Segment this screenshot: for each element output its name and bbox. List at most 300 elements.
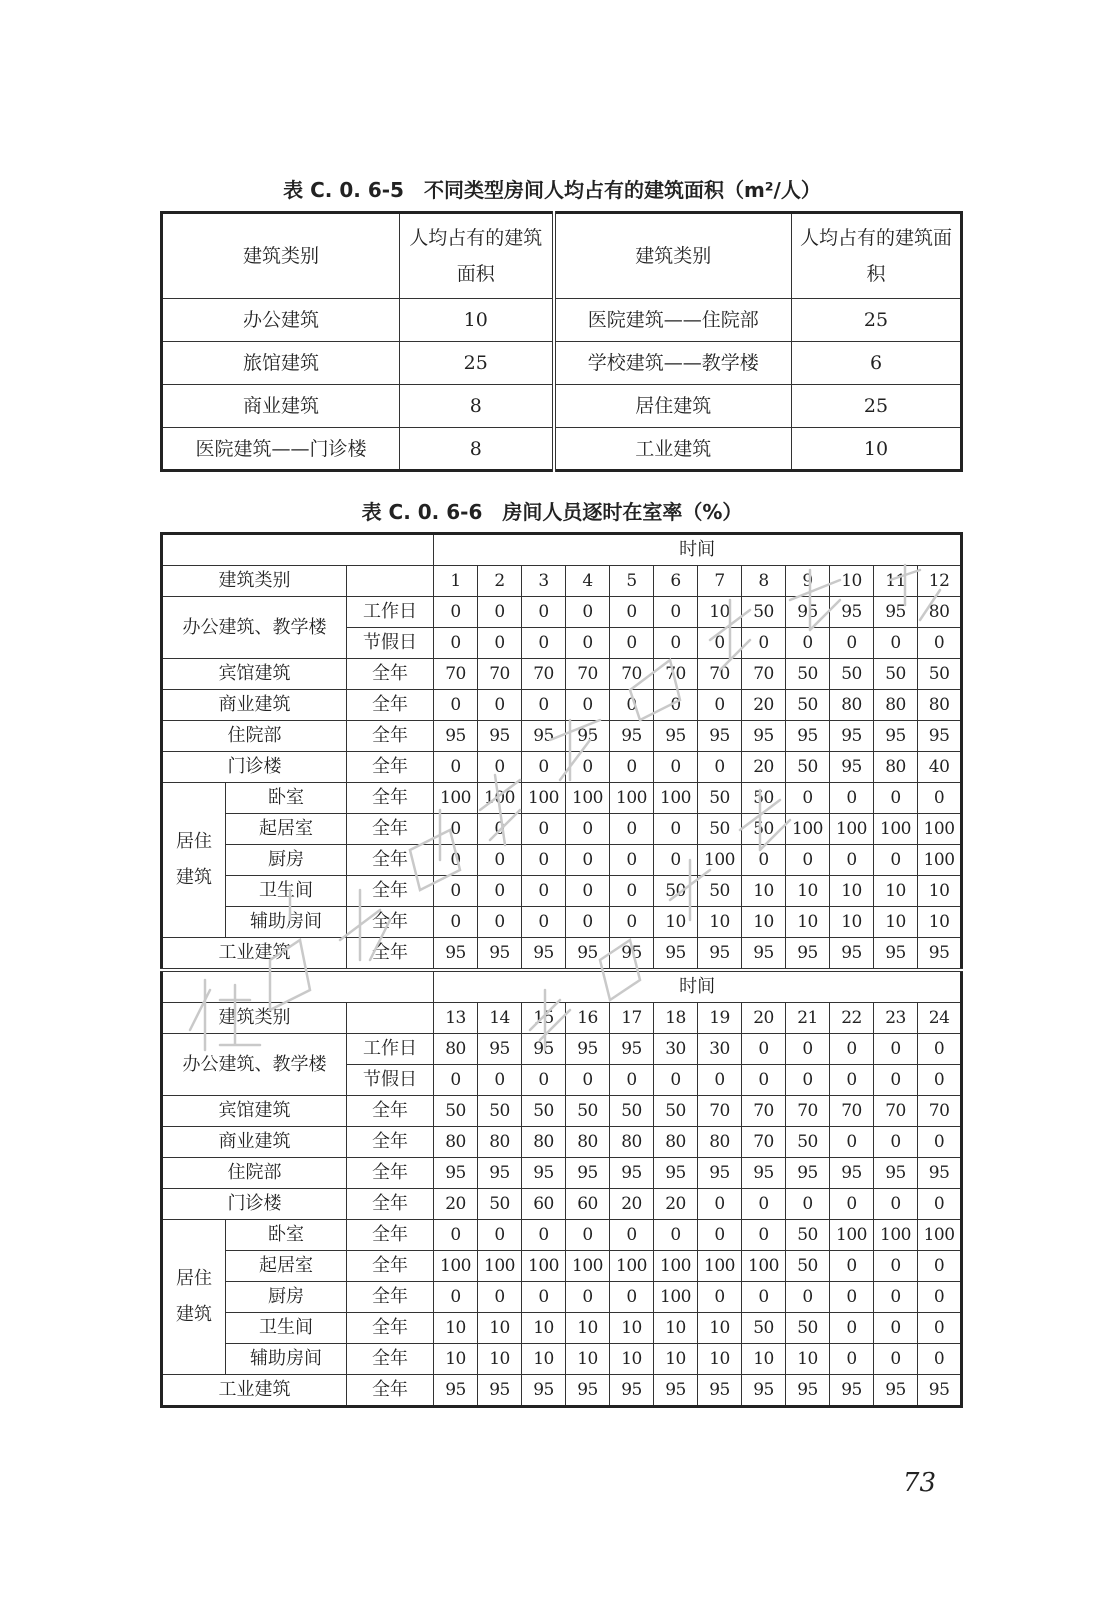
- rate-value: 0: [742, 845, 786, 876]
- rate-value: 0: [786, 845, 830, 876]
- table-row: [162, 907, 962, 938]
- rate-value: 0: [654, 1220, 698, 1251]
- rate-value: 10: [830, 876, 874, 907]
- rate-value: 80: [874, 752, 918, 783]
- rate-value: 80: [654, 1127, 698, 1158]
- rate-value: 80: [522, 1127, 566, 1158]
- rate-value: 50: [786, 1251, 830, 1282]
- rate-value: 0: [786, 783, 830, 814]
- table-row: [162, 1158, 962, 1189]
- hour-header: 11: [874, 566, 918, 597]
- rate-value: 95: [434, 938, 478, 971]
- table-row: [162, 690, 962, 721]
- rate-value: 0: [478, 814, 522, 845]
- hour-header: 14: [478, 1003, 522, 1034]
- rate-value: 20: [742, 752, 786, 783]
- rate-value: 40: [918, 752, 962, 783]
- rate-value: 0: [654, 1065, 698, 1096]
- hour-header: 17: [610, 1003, 654, 1034]
- rate-value: 95: [522, 721, 566, 752]
- rate-value: 50: [654, 876, 698, 907]
- rate-value: 0: [918, 1251, 962, 1282]
- rate-value: 0: [522, 752, 566, 783]
- rate-value: 50: [742, 1313, 786, 1344]
- rate-value: 100: [874, 814, 918, 845]
- rate-value: 50: [786, 752, 830, 783]
- rate-value: 50: [698, 783, 742, 814]
- category-office: 办公建筑、教学楼: [162, 1034, 347, 1096]
- rate-value: 20: [434, 1189, 478, 1220]
- cell-category: 旅馆建筑: [162, 342, 400, 385]
- rate-value: 70: [742, 1096, 786, 1127]
- category-office: 办公建筑、教学楼: [162, 597, 347, 659]
- hour-header: 6: [654, 566, 698, 597]
- rate-value: 50: [610, 1096, 654, 1127]
- rate-value: 10: [654, 1344, 698, 1375]
- rate-value: 0: [786, 1282, 830, 1313]
- rate-value: 0: [434, 628, 478, 659]
- rate-value: 0: [654, 597, 698, 628]
- rate-value: 0: [786, 1034, 830, 1065]
- rate-value: 0: [478, 845, 522, 876]
- rate-value: 0: [434, 907, 478, 938]
- category-commercial: 商业建筑: [162, 1127, 347, 1158]
- time-header: 时间: [434, 534, 962, 566]
- table1-caption: 表 C. 0. 6-5 不同类型房间人均占有的建筑面积（m²/人）: [283, 178, 821, 202]
- rate-value: 10: [698, 1344, 742, 1375]
- rate-value: 70: [698, 659, 742, 690]
- rate-value: 0: [698, 1220, 742, 1251]
- rate-value: 10: [786, 1344, 830, 1375]
- rate-value: 0: [610, 1282, 654, 1313]
- rate-value: 0: [830, 1251, 874, 1282]
- blank-header: [162, 970, 434, 1003]
- header-category: 建筑类别: [554, 213, 792, 299]
- rate-value: 100: [434, 783, 478, 814]
- rate-value: 10: [786, 907, 830, 938]
- rate-value: 95: [610, 1034, 654, 1065]
- rate-value: 50: [478, 1189, 522, 1220]
- rate-value: 80: [874, 690, 918, 721]
- rate-value: 80: [830, 690, 874, 721]
- table-row: [162, 1220, 962, 1251]
- cell-value: 25: [400, 342, 554, 385]
- rate-value: 95: [786, 1158, 830, 1189]
- room-living: 起居室: [226, 814, 347, 845]
- table-row: [162, 1003, 962, 1034]
- rate-value: 0: [610, 876, 654, 907]
- rate-value: 95: [478, 1158, 522, 1189]
- rate-value: 10: [786, 876, 830, 907]
- hour-header: 5: [610, 566, 654, 597]
- category-industrial: 工业建筑: [162, 938, 347, 971]
- table-row: [162, 938, 962, 971]
- period-label: 全年: [347, 1189, 434, 1220]
- rate-value: 10: [698, 907, 742, 938]
- cell-value: 25: [792, 385, 962, 428]
- rate-value: 0: [566, 1282, 610, 1313]
- hour-header: 10: [830, 566, 874, 597]
- period-label: 全年: [347, 1375, 434, 1407]
- category-hotel: 宾馆建筑: [162, 659, 347, 690]
- rate-value: 70: [610, 659, 654, 690]
- table-row: [162, 1096, 962, 1127]
- table-row: [162, 1251, 962, 1282]
- rate-value: 95: [786, 721, 830, 752]
- rate-value: 95: [918, 1158, 962, 1189]
- rate-value: 100: [434, 1251, 478, 1282]
- rate-value: 80: [434, 1034, 478, 1065]
- table-row: [162, 299, 962, 342]
- rate-value: 0: [566, 845, 610, 876]
- rate-value: 0: [830, 628, 874, 659]
- rate-value: 100: [478, 783, 522, 814]
- rate-value: 50: [742, 783, 786, 814]
- occupancy-rate-table: [160, 532, 963, 1408]
- rate-value: 0: [478, 690, 522, 721]
- rate-value: 100: [830, 1220, 874, 1251]
- blank-header: [347, 566, 434, 597]
- rate-value: 70: [742, 659, 786, 690]
- rate-value: 100: [654, 783, 698, 814]
- cell-category: 医院建筑——住院部: [554, 299, 792, 342]
- rate-value: 0: [918, 1127, 962, 1158]
- rate-value: 10: [434, 1313, 478, 1344]
- period-label: 全年: [347, 721, 434, 752]
- rate-value: 50: [698, 814, 742, 845]
- category-header: 建筑类别: [162, 566, 347, 597]
- rate-value: 95: [434, 721, 478, 752]
- rate-value: 0: [830, 1313, 874, 1344]
- rate-value: 10: [478, 1344, 522, 1375]
- rate-value: 100: [742, 1251, 786, 1282]
- table-row: [162, 1344, 962, 1375]
- cell-value: 6: [792, 342, 962, 385]
- rate-value: 95: [830, 938, 874, 971]
- hour-header: 3: [522, 566, 566, 597]
- table-row: [162, 845, 962, 876]
- rate-value: 100: [830, 814, 874, 845]
- period-label: 全年: [347, 752, 434, 783]
- rate-value: 0: [434, 1282, 478, 1313]
- rate-value: 10: [610, 1344, 654, 1375]
- table-row: [162, 1034, 962, 1065]
- rate-value: 70: [654, 659, 698, 690]
- category-inpatient: 住院部: [162, 721, 347, 752]
- room-living: 起居室: [226, 1251, 347, 1282]
- rate-value: 95: [742, 938, 786, 971]
- time-header: 时间: [434, 970, 962, 1003]
- rate-value: 95: [918, 938, 962, 971]
- rate-value: 95: [566, 1158, 610, 1189]
- table-row: [162, 597, 962, 628]
- rate-value: 95: [522, 938, 566, 971]
- rate-value: 95: [698, 721, 742, 752]
- period-label: 全年: [347, 1282, 434, 1313]
- rate-value: 100: [874, 1220, 918, 1251]
- rate-value: 70: [874, 1096, 918, 1127]
- period-label: 全年: [347, 1313, 434, 1344]
- rate-value: 70: [478, 659, 522, 690]
- rate-value: 0: [830, 1189, 874, 1220]
- rate-value: 95: [786, 1375, 830, 1407]
- blank-header: [162, 534, 434, 566]
- rate-value: 95: [566, 1375, 610, 1407]
- rate-value: 80: [566, 1127, 610, 1158]
- rate-value: 50: [522, 1096, 566, 1127]
- rate-value: 10: [874, 876, 918, 907]
- rate-value: 50: [566, 1096, 610, 1127]
- rate-value: 80: [918, 690, 962, 721]
- rate-value: 95: [610, 1375, 654, 1407]
- rate-value: 0: [610, 628, 654, 659]
- rate-value: 95: [654, 1158, 698, 1189]
- rate-value: 100: [918, 814, 962, 845]
- rate-value: 70: [742, 1127, 786, 1158]
- rate-value: 0: [830, 1127, 874, 1158]
- hour-header: 24: [918, 1003, 962, 1034]
- rate-value: 50: [786, 659, 830, 690]
- category-hotel: 宾馆建筑: [162, 1096, 347, 1127]
- room-bedroom: 卧室: [226, 783, 347, 814]
- rate-value: 0: [874, 1282, 918, 1313]
- rate-value: 0: [478, 876, 522, 907]
- table-row: [162, 876, 962, 907]
- cell-category: 工业建筑: [554, 428, 792, 471]
- rate-value: 10: [654, 1313, 698, 1344]
- rate-value: 0: [918, 628, 962, 659]
- period-label: 全年: [347, 1251, 434, 1282]
- hour-header: 13: [434, 1003, 478, 1034]
- rate-value: 30: [698, 1034, 742, 1065]
- rate-value: 70: [434, 659, 478, 690]
- rate-value: 0: [434, 1065, 478, 1096]
- rate-value: 10: [522, 1313, 566, 1344]
- rate-value: 70: [522, 659, 566, 690]
- hour-header: 7: [698, 566, 742, 597]
- hour-header: 16: [566, 1003, 610, 1034]
- rate-value: 0: [566, 814, 610, 845]
- category-outpatient: 门诊楼: [162, 752, 347, 783]
- category-header: 建筑类别: [162, 1003, 347, 1034]
- table-row: [162, 534, 962, 566]
- rate-value: 50: [434, 1096, 478, 1127]
- rate-value: 95: [698, 1158, 742, 1189]
- period-label: 全年: [347, 907, 434, 938]
- table-row: [162, 659, 962, 690]
- rate-value: 50: [478, 1096, 522, 1127]
- room-bedroom: 卧室: [226, 1220, 347, 1251]
- rate-value: 95: [786, 597, 830, 628]
- rate-value: 0: [478, 1282, 522, 1313]
- category-inpatient: 住院部: [162, 1158, 347, 1189]
- rate-value: 0: [522, 876, 566, 907]
- rate-value: 0: [522, 907, 566, 938]
- rate-value: 0: [566, 690, 610, 721]
- period-label: 全年: [347, 938, 434, 971]
- period-label: 工作日: [347, 597, 434, 628]
- table-row: [162, 1189, 962, 1220]
- header-area: 人均占有的建筑面积: [792, 213, 962, 299]
- table-row: [162, 428, 962, 471]
- rate-value: 0: [918, 1344, 962, 1375]
- rate-value: 0: [918, 1189, 962, 1220]
- rate-value: 50: [830, 659, 874, 690]
- rate-value: 10: [522, 1344, 566, 1375]
- rate-value: 95: [742, 721, 786, 752]
- rate-value: 95: [478, 1375, 522, 1407]
- rate-value: 0: [786, 1065, 830, 1096]
- rate-value: 0: [786, 628, 830, 659]
- period-label: 全年: [347, 845, 434, 876]
- rate-value: 95: [478, 721, 522, 752]
- period-label: 全年: [347, 659, 434, 690]
- rate-value: 0: [918, 783, 962, 814]
- rate-value: 10: [918, 907, 962, 938]
- rate-value: 95: [830, 721, 874, 752]
- rate-value: 0: [874, 1189, 918, 1220]
- rate-value: 0: [566, 1065, 610, 1096]
- hour-header: 22: [830, 1003, 874, 1034]
- rate-value: 95: [742, 1158, 786, 1189]
- rate-value: 80: [918, 597, 962, 628]
- rate-value: 0: [522, 1282, 566, 1313]
- table-row: [162, 566, 962, 597]
- hour-header: 1: [434, 566, 478, 597]
- rate-value: 0: [434, 845, 478, 876]
- rate-value: 95: [742, 1375, 786, 1407]
- rate-value: 100: [918, 845, 962, 876]
- rate-value: 95: [434, 1375, 478, 1407]
- rate-value: 10: [698, 1313, 742, 1344]
- rate-value: 95: [874, 938, 918, 971]
- rate-value: 0: [874, 1313, 918, 1344]
- rate-value: 0: [654, 690, 698, 721]
- rate-value: 0: [610, 752, 654, 783]
- rate-value: 10: [434, 1344, 478, 1375]
- rate-value: 95: [566, 721, 610, 752]
- room-auxiliary: 辅助房间: [226, 907, 347, 938]
- rate-value: 0: [478, 1220, 522, 1251]
- rate-value: 30: [654, 1034, 698, 1065]
- rate-value: 70: [698, 1096, 742, 1127]
- rate-value: 0: [434, 752, 478, 783]
- rate-value: 0: [874, 1065, 918, 1096]
- rate-value: 50: [874, 659, 918, 690]
- rate-value: 0: [434, 597, 478, 628]
- rate-value: 0: [698, 1282, 742, 1313]
- rate-value: 0: [610, 597, 654, 628]
- page-number: 73: [902, 1468, 936, 1498]
- rate-value: 0: [874, 1344, 918, 1375]
- table-row: [162, 1313, 962, 1344]
- rate-value: 95: [566, 1034, 610, 1065]
- rate-value: 0: [522, 1065, 566, 1096]
- rate-value: 0: [874, 628, 918, 659]
- rate-value: 95: [610, 1158, 654, 1189]
- hour-header: 21: [786, 1003, 830, 1034]
- header-area: 人均占有的建筑面积: [400, 213, 554, 299]
- rate-value: 100: [566, 1251, 610, 1282]
- table-row: [162, 814, 962, 845]
- rate-value: 80: [698, 1127, 742, 1158]
- rate-value: 0: [654, 814, 698, 845]
- rate-value: 0: [566, 597, 610, 628]
- room-kitchen: 厨房: [226, 1282, 347, 1313]
- cell-value: 10: [400, 299, 554, 342]
- hour-header: 9: [786, 566, 830, 597]
- hour-header: 2: [478, 566, 522, 597]
- rate-value: 0: [918, 1282, 962, 1313]
- rate-value: 50: [786, 1127, 830, 1158]
- rate-value: 0: [874, 1251, 918, 1282]
- rate-value: 100: [522, 1251, 566, 1282]
- rate-value: 0: [566, 907, 610, 938]
- period-label: 全年: [347, 783, 434, 814]
- rate-value: 95: [918, 1375, 962, 1407]
- rate-value: 10: [478, 1313, 522, 1344]
- hour-header: 20: [742, 1003, 786, 1034]
- rate-value: 0: [566, 876, 610, 907]
- rate-value: 95: [830, 1158, 874, 1189]
- period-label: 全年: [347, 1158, 434, 1189]
- rate-value: 0: [874, 1127, 918, 1158]
- rate-value: 70: [830, 1096, 874, 1127]
- rate-value: 50: [654, 1096, 698, 1127]
- rate-value: 60: [566, 1189, 610, 1220]
- period-label: 全年: [347, 1127, 434, 1158]
- rate-value: 95: [610, 721, 654, 752]
- rate-value: 20: [654, 1189, 698, 1220]
- rate-value: 10: [918, 876, 962, 907]
- rate-value: 95: [874, 1158, 918, 1189]
- rate-value: 0: [566, 752, 610, 783]
- rate-value: 95: [654, 721, 698, 752]
- period-label: 全年: [347, 1096, 434, 1127]
- rate-value: 95: [522, 1158, 566, 1189]
- rate-value: 80: [478, 1127, 522, 1158]
- category-residential: 居住建筑: [162, 783, 226, 938]
- rate-value: 0: [522, 814, 566, 845]
- period-label: 全年: [347, 876, 434, 907]
- category-commercial: 商业建筑: [162, 690, 347, 721]
- rate-value: 0: [830, 1282, 874, 1313]
- rate-value: 95: [522, 1034, 566, 1065]
- rate-value: 95: [874, 1375, 918, 1407]
- rate-value: 0: [610, 907, 654, 938]
- period-label: 全年: [347, 814, 434, 845]
- rate-value: 0: [610, 814, 654, 845]
- cell-category: 学校建筑——教学楼: [554, 342, 792, 385]
- rate-value: 0: [434, 814, 478, 845]
- rate-value: 95: [654, 938, 698, 971]
- rate-value: 50: [742, 814, 786, 845]
- rate-value: 100: [654, 1251, 698, 1282]
- rate-value: 10: [742, 907, 786, 938]
- rate-value: 0: [742, 1282, 786, 1313]
- rate-value: 0: [434, 1220, 478, 1251]
- rate-value: 0: [478, 907, 522, 938]
- period-label: 全年: [347, 1344, 434, 1375]
- rate-value: 0: [566, 628, 610, 659]
- table-row: [162, 752, 962, 783]
- room-auxiliary: 辅助房间: [226, 1344, 347, 1375]
- rate-value: 0: [830, 1344, 874, 1375]
- rate-value: 0: [698, 628, 742, 659]
- cell-value: 25: [792, 299, 962, 342]
- rate-value: 0: [566, 1220, 610, 1251]
- rate-value: 95: [830, 1375, 874, 1407]
